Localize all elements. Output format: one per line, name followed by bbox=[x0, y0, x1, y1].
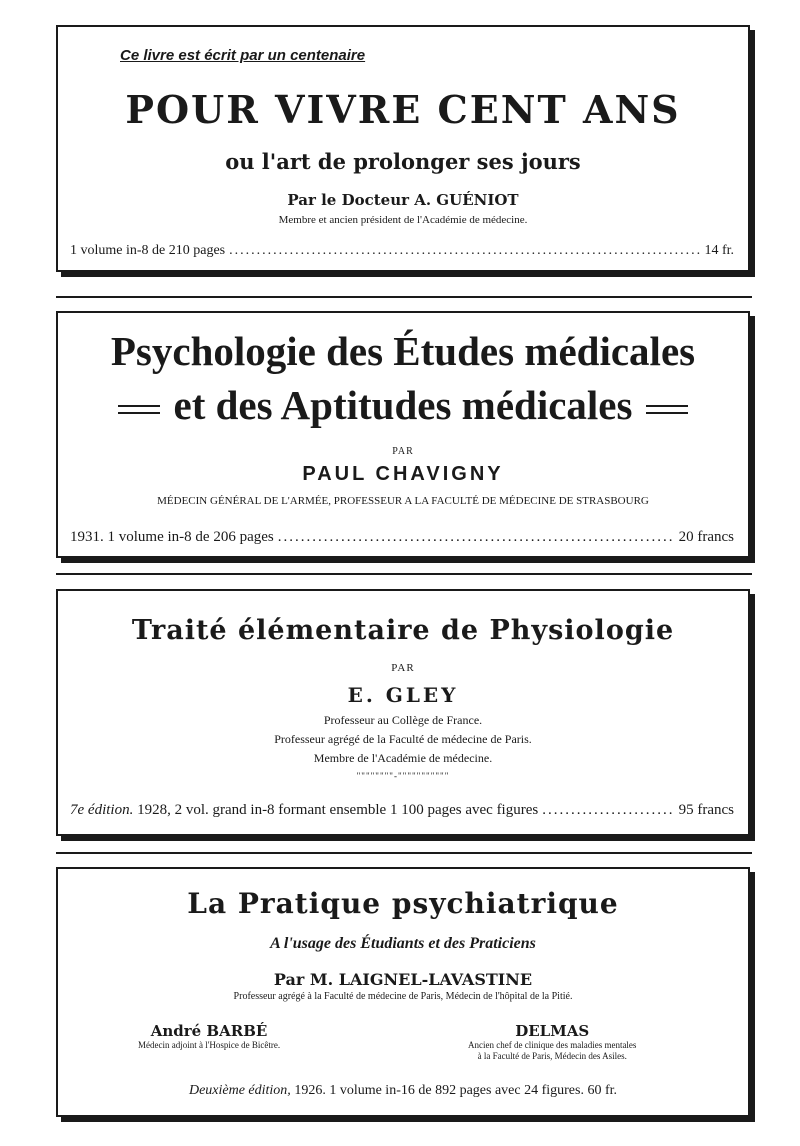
advertisement-psychologie-etudes-medicales bbox=[56, 311, 750, 558]
separator-rule bbox=[56, 296, 752, 298]
price-line bbox=[58, 1083, 748, 1099]
double-rule-ornament bbox=[118, 405, 160, 414]
leader-dots bbox=[229, 243, 700, 259]
author-role: Membre et ancien président de l'Académie de médecine. bbox=[278, 214, 528, 226]
author: E. GLEY bbox=[347, 683, 459, 707]
par-label: PAR bbox=[391, 662, 415, 674]
book-subtitle: ou l'art de prolonger ses jours bbox=[225, 149, 581, 174]
author-role-2: Professeur agrégé de la Faculté de médecine de Paris. bbox=[274, 732, 532, 746]
author-role: MÉDECIN GÉNÉRAL DE L'ARMÉE, PROFESSEUR A LA FACULTÉ DE MÉDECINE DE STRASBOURG bbox=[157, 495, 649, 507]
author: Par le Docteur A. GUÉNIOT bbox=[287, 191, 519, 209]
advertisement-pour-vivre-cent-ans bbox=[56, 25, 750, 272]
book-title: Traité élémentaire de Physiologie bbox=[131, 615, 675, 646]
coauthor-role: Médecin adjoint à l'Hospice de Bicêtre. bbox=[138, 1040, 281, 1050]
ornament: """"""""-""""""""""" bbox=[356, 771, 450, 781]
tagline: Ce livre est écrit par un centenaire bbox=[120, 47, 366, 64]
price-line bbox=[70, 243, 734, 259]
author-role-3: Membre de l'Académie de médecine. bbox=[313, 751, 493, 765]
volume-info: 1931. 1 volume in-8 de 206 pages bbox=[70, 529, 274, 545]
price: 60 fr. bbox=[587, 1083, 618, 1098]
volume-info: 1928, 2 vol. grand in-8 formant ensemble 1 100 pages avec figures bbox=[137, 802, 539, 818]
price-line bbox=[70, 529, 734, 546]
edition: 7e édition. bbox=[70, 802, 134, 818]
leader-dots bbox=[542, 802, 674, 819]
book-title-line1: Psychologie des Études médicales bbox=[110, 328, 696, 374]
volume-info: 1926. 1 volume in-16 de 892 pages avec 24 figures. bbox=[294, 1083, 584, 1098]
separator-rule bbox=[56, 852, 752, 854]
book-subtitle: A l'usage des Étudiants et des Praticiens bbox=[270, 935, 536, 952]
double-rule-ornament bbox=[646, 405, 688, 414]
author: PAUL CHAVIGNY bbox=[302, 463, 504, 485]
par-label: PAR bbox=[392, 446, 414, 457]
coauthor-name: DELMAS bbox=[515, 1022, 590, 1040]
author: Par M. LAIGNEL-LAVASTINE bbox=[273, 970, 533, 989]
coauthor-role-2: à la Faculté de Paris, Médecin des Asiles. bbox=[477, 1051, 627, 1061]
title-line2-text: et des Aptitudes médicales bbox=[173, 382, 633, 428]
author-role: Professeur agrégé à la Faculté de médecine de Paris, Médecin de l'hôpital de la Pitié. bbox=[233, 991, 573, 1002]
book-title: La Pratique psychiatrique bbox=[187, 887, 619, 920]
coauthor-right bbox=[468, 1022, 636, 1062]
coauthor-left bbox=[138, 1022, 280, 1051]
price-line bbox=[70, 802, 734, 819]
coauthor-name: André BARBÉ bbox=[150, 1022, 268, 1040]
book-title-line2 bbox=[58, 381, 748, 429]
book-title: POUR VIVRE CENT ANS bbox=[125, 87, 681, 132]
separator-rule bbox=[56, 573, 752, 575]
leader-dots bbox=[278, 529, 675, 546]
edition: Deuxième édition, bbox=[188, 1083, 291, 1098]
advertisement-pratique-psychiatrique bbox=[56, 867, 750, 1117]
price: 20 francs bbox=[678, 529, 734, 545]
advertisement-traite-physiologie bbox=[56, 589, 750, 836]
volume-info: 1 volume in-8 de 210 pages bbox=[70, 243, 226, 258]
author-role-1: Professeur au Collège de France. bbox=[323, 713, 483, 727]
price: 14 fr. bbox=[704, 243, 734, 258]
coauthor-role-1: Ancien chef de clinique des maladies mentales bbox=[468, 1040, 637, 1050]
price: 95 francs bbox=[678, 802, 734, 818]
